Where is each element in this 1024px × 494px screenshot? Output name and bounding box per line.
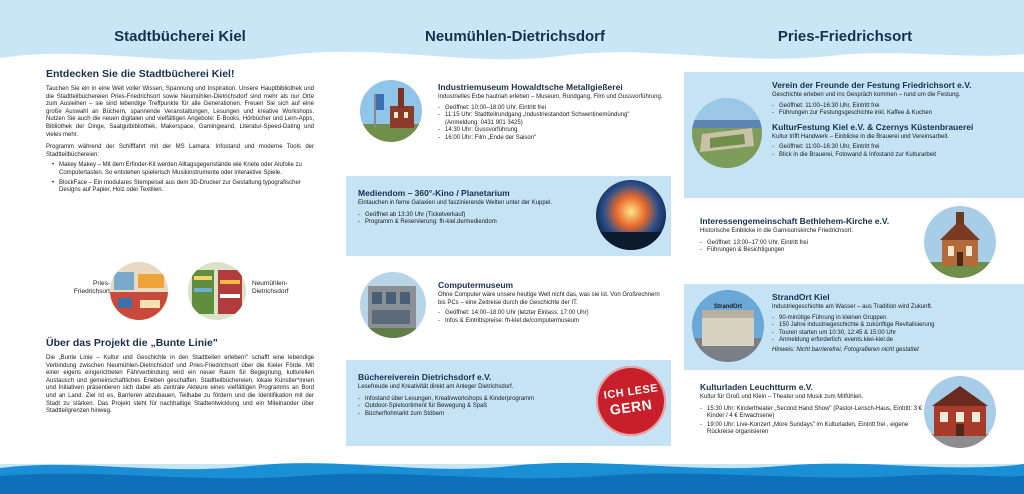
list-item: - Führungen & Besichtigungen — [700, 247, 928, 255]
ich-lese-gern-badge — [596, 366, 666, 436]
kulturfestung-desc: Kultur trifft Handwerk – Einblicke in die Brauerei und Vereinsarbeit. — [772, 133, 949, 140]
strandort-desc: Industriegeschichte am Wasser – aus Tradition wird Zukunft. — [772, 304, 933, 310]
list-item: - 14:30 Uhr: Gussvorführung — [438, 127, 663, 135]
bottom-wave-decoration — [0, 454, 1024, 494]
library-photo-pries — [110, 262, 168, 320]
card-industriemuseum — [346, 72, 671, 172]
computermuseum-desc: Ohne Computer wäre unsere heutige Welt nicht das, was sie ist. Von Großrechnern bis PCs – eine Zeitreise durch die Geschichte der IT. — [438, 292, 660, 306]
library-photo-neumuehlen — [188, 262, 246, 320]
industriemuseum-photo — [360, 80, 422, 142]
kulturladen-list — [700, 406, 928, 437]
bethlehem-list — [700, 240, 928, 255]
computermuseum-photo — [360, 272, 426, 338]
festung-title: Verein der Freunde der Festung Friedrichsort e.V. — [772, 80, 972, 90]
list-item: - 15:30 Uhr: Kindertheater „Second Hand Show" (Pastor-Lensch-Haus, Eintritt: 3 € Kinder / 4 € Erwachsene) — [700, 406, 928, 421]
strandort-list — [772, 315, 1020, 345]
list-item: - Geöffnet ab 13:30 Uhr (Ticketverkauf) — [358, 212, 588, 220]
list-item: - Infostand über Lesungen, Kreativworkshops & Kinderprogramm — [358, 396, 593, 404]
buechereiverein-desc: Lesefreude und Kreativität direkt am Anleger Dietrichsdorf. — [358, 384, 514, 390]
list-item: - Geöffnet: 11:00–16:30 Uhr, Eintritt frei — [772, 103, 1020, 111]
kulturfestung-title: KulturFestung Kiel e.V. & Czernys Küstenbrauerei — [772, 121, 974, 132]
project-section — [46, 337, 314, 416]
middle-column-title: Neumühlen-Dietrichsdorf — [424, 28, 605, 45]
left-column-title: Stadtbücherei Kiel — [114, 28, 246, 45]
bethlehem-title: Interessengemeinschaft Bethlehem-Kirche e.V. — [700, 216, 890, 226]
badge-text-line1: ICH LESE — [603, 382, 659, 402]
list-item: - 19:00 Uhr: Live-Konzert „More Sundays" im Kulturladen, Eintritt frei , eigene Rückreise organisieren — [700, 422, 928, 437]
computermuseum-list — [438, 310, 666, 325]
list-item: - Geöffnet: 14:00–18:00 Uhr (letzter Einlass: 17:00 Uhr) — [438, 310, 666, 318]
list-item: - Infos & Eintrittspreise: fh-kiel.de/computermuseum — [438, 318, 666, 326]
festung-photo — [692, 98, 762, 168]
festung-desc: Geschichte erleben und ins Gespräch kommen – rund um die Festung. — [772, 92, 961, 98]
left-column — [46, 68, 314, 195]
list-item: - 150 Jahre industriegeschichte & zukünftige Revitalisierung — [772, 322, 1020, 330]
card-kulturladen — [684, 374, 1024, 456]
bethlehem-kirche-photo — [924, 206, 996, 278]
computermuseum-title: Computermuseum — [438, 280, 514, 290]
kulturladen-desc: Kultur für Groß und Klein – Theater und Musik zum Mitfühlen. — [700, 394, 864, 400]
card-buechereiverein — [346, 360, 671, 446]
card-mediendom — [346, 176, 671, 256]
list-item: - Geöffnet: 10:00–18:00 Uhr, Eintritt frei — [438, 105, 663, 113]
buechereiverein-title: Büchereiverein Dietrichsdorf e.V. — [358, 372, 492, 382]
list-item: - 16:00 Uhr: Film „Ende der Saison" — [438, 135, 663, 143]
list-item: - Touren starten um 10:30, 12:45 & 15:00 Uhr — [772, 330, 1020, 338]
program-intro: Programm während der Schifffahrt mit der MS Lamara: Infostand und moderne Tools der Stadtteilbüchereien: — [46, 144, 314, 158]
program-item-blockface: • BlockFace – Ein modulares Stempelset aus dem 3D-Drucker zur Gestaltung typografischer Designs auf Papier, Holz oder Textilien. — [52, 180, 314, 195]
strandort-photo — [692, 290, 764, 362]
mediendom-desc: Eintauchen in ferne Galaxien und faszinierende Welten unter der Kuppel. — [358, 200, 553, 206]
industriemuseum-desc: Industrielles Erbe hautnah erleben – Museum, Rundgang, Film und Gussvorführung. — [438, 94, 663, 100]
card-strandort — [684, 284, 1024, 370]
list-item: - Outdoor-Spielsortiment für Bewegung & Spaß — [358, 403, 593, 411]
industriemuseum-list — [438, 105, 663, 143]
industriemuseum-title: Industriemuseum Howaldtsche Metallgießerei — [438, 82, 623, 92]
list-item: - Blick in die Brauerei, Fotowand & Infostand zur Kulturarbeit — [772, 152, 1020, 160]
list-item: - Geöffnet: 11:00–16:30 Uhr, Eintritt frei — [772, 144, 1020, 152]
card-bethlehem-kirche — [684, 204, 1024, 280]
list-item: - Bücherflohmarkt zum Stöbern — [358, 411, 593, 419]
label-pries-friedrichsort: Pries- Friedrichsort — [73, 280, 110, 295]
intro-heading: Entdecken Sie die Stadtbücherei Kiel! — [46, 68, 235, 80]
mediendom-list — [358, 212, 588, 227]
strandort-note: Hinweis: Nicht barrierefrei, Fotografieren nicht gestattet — [772, 346, 919, 353]
program-item-makey: • Makey Makey – Mit dem Erfinder-Kit werden Alltagsgegenstände wie Knete oder Alufolie zu Computertasten. So entstehen spielerisch Musikinstrumente oder interaktive Spiele. — [52, 162, 314, 177]
bethlehem-desc: Historische Einblicke in die Garnisonskirche Friedrichsort. — [700, 228, 854, 234]
project-text: Die „Bunte Linie – Kultur und Geschichte in den Stadtteilen erleben!" schafft eine lebendige Verbindung zwischen Neumühlen-Dietrichsdorf und Pries-Friedrichsort über die Kieler Förde. Mit einer eigens eingerichteten Fährverbindung wird ein neuer Raum für Begegnung, kulturellen Austausch und gemeinschaftliches Erleben geschaffen. Stadtteilbüchereien, lokale Künstler*innen und Initiativen präsentieren sich dabei als zentrale Akteure eines vielfältigen Programms an Bord und an Land. Ziel ist es, Barrieren abzubauen, Teilhabe zu fördern und die Identifikation mit der Stadt zu stärken. Das Projekt steht für nachhaltige Stadtentwicklung und ein Miteinander über Stadtteilgrenzen hinweg. — [46, 355, 314, 415]
list-item: - 11:15 Uhr: Stadtteilrundgang „Industriestandort Schwentinemündung" (Anmeldung: 0431 901 3425) — [438, 112, 663, 127]
right-column-title: Pries-Friedrichsort — [777, 28, 913, 45]
intro-text: Tauchen Sie ein in eine Welt voller Wissen, Spannung und Inspiration. Unsere Hauptbibliothek und die Stadtteilbüchereien Pries-Friedrichsort sowie Neumühlen-Dietrichsdorf sind mehr als nur Orte zum Ausleihen – sie sind lebendige Treffpunkte für alle Generationen. Freuen Sie sich auf eine große Auswahl an Büchern, spannende Veranstaltungen, Lesungen und kreative Workshops. Nutzen Sie auch die neuen digitalen und vielfältigen Angebote: E-Books, Hörbücher und Lern-Apps, Bibliothek der Dinge, Saatgutbibliothek, Makerspace, Gamingwand, Literatur-Speed-Dating und vieles mehr. — [46, 86, 314, 138]
kulturladen-photo — [924, 376, 996, 448]
card-festung — [684, 72, 1024, 198]
strandort-title: StrandOrt Kiel — [772, 292, 830, 302]
list-item: - Führungen zur Festungsgeschichte inkl. Kaffee & Kuchen — [772, 110, 1020, 118]
strandort-sign: StrandOrt — [713, 304, 743, 310]
card-computermuseum — [346, 262, 671, 352]
list-item: - 90-minütige Führung in kleinen Gruppen — [772, 315, 1020, 323]
list-item: - Anmeldung erforderlich: events.kiwi-kiel.de — [772, 337, 1020, 345]
project-heading: Über das Projekt die „Bunte Linie" — [46, 337, 218, 349]
festung-list — [772, 103, 1020, 118]
mediendom-title: Mediendom – 360°-Kino / Planetarium — [358, 188, 510, 198]
kulturladen-title: Kulturladen Leuchtturm e.V. — [700, 382, 814, 392]
buechereiverein-list — [358, 396, 593, 419]
list-item: - Geöffnet: 13:00–17:00 Uhr, Eintritt frei — [700, 240, 928, 248]
program-list — [52, 162, 314, 194]
badge-text-line2: GERN — [608, 396, 654, 418]
mediendom-photo — [596, 180, 666, 250]
label-neumuehlen-dietrichsdorf: Neumühlen- Dietrichsdorf — [252, 280, 289, 295]
list-item: - Programm & Reservierung: fh-kiel.de/mediendom — [358, 219, 588, 227]
kulturfestung-list — [772, 144, 1020, 159]
